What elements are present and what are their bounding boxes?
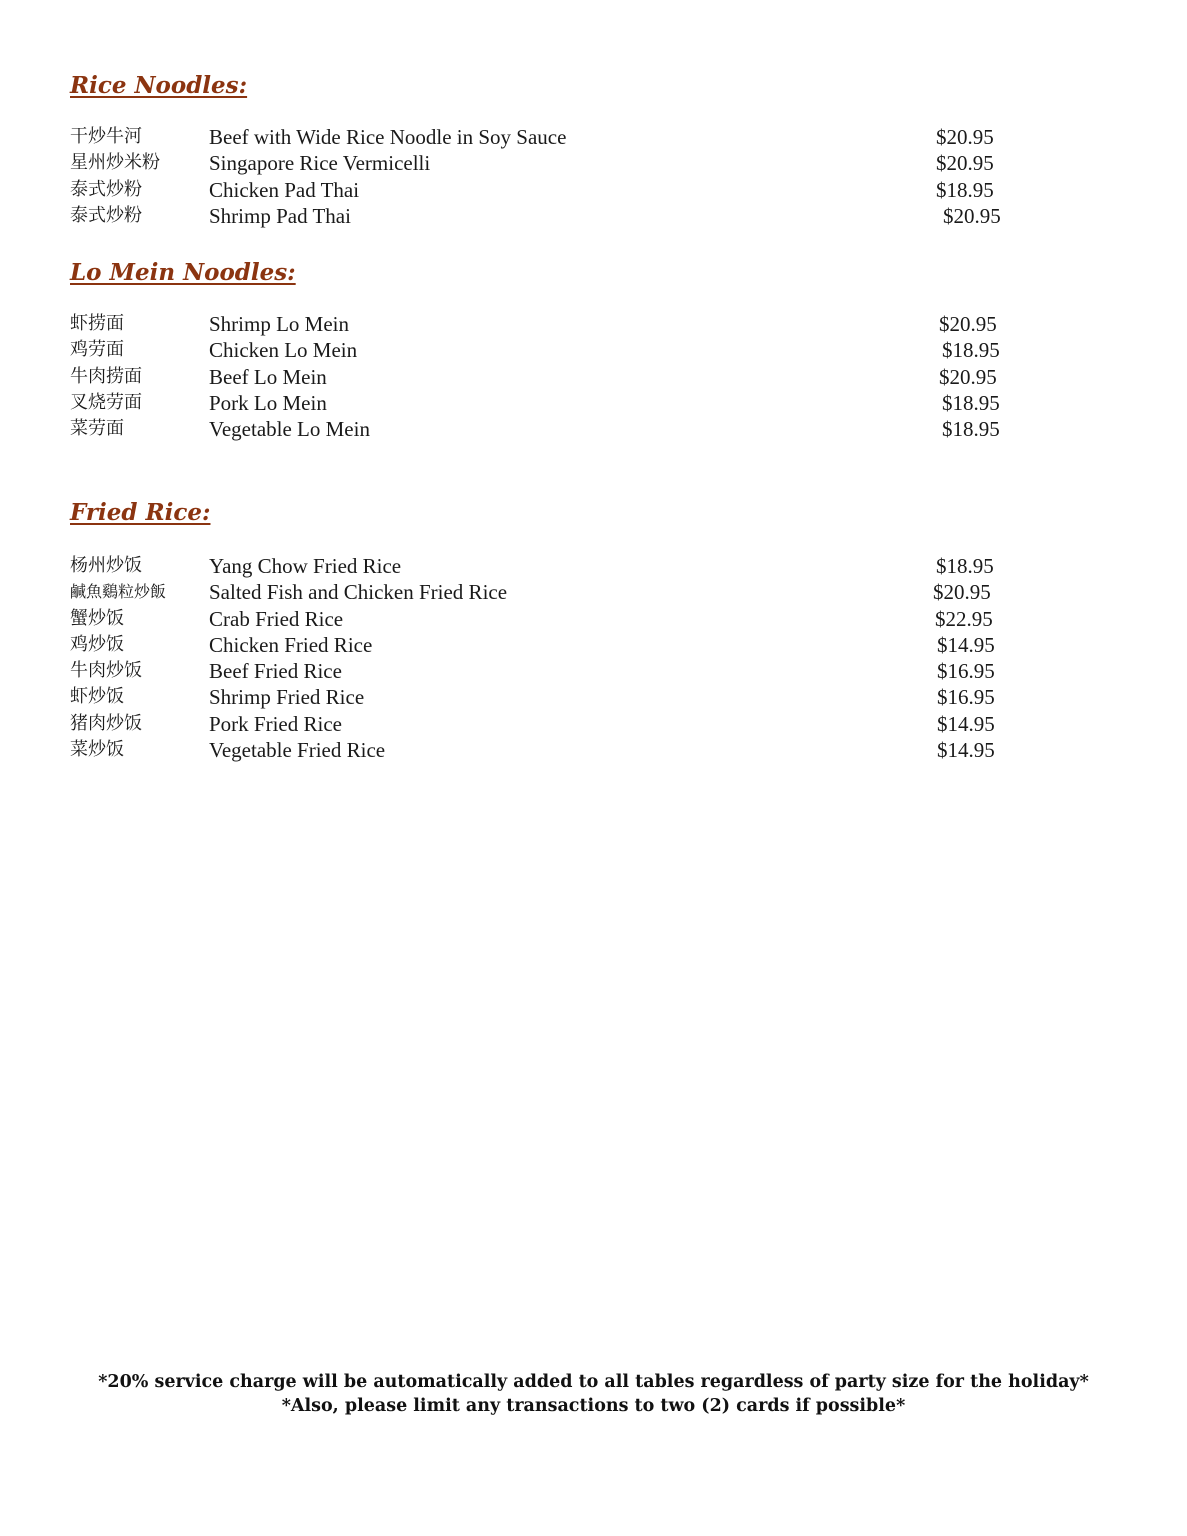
menu-item: [70, 658, 1030, 684]
item-english-name: Yang Chow Fried Rice: [209, 554, 402, 578]
menu-item: [70, 311, 1030, 337]
menu-item: [70, 632, 1030, 658]
item-chinese-name: 虾炒饭: [70, 686, 124, 708]
item-chinese-name: 星州炒米粉: [70, 152, 160, 174]
item-english-name: Beef Fried Rice: [209, 659, 342, 684]
item-price: $20.95: [939, 364, 997, 389]
item-english-name: Vegetable Lo Mein: [209, 417, 370, 442]
item-chinese-name: 叉烧劳面: [70, 391, 142, 413]
menu-list: [70, 553, 1030, 763]
card-limit-note: *Also, please limit any transactions to two (2) cards if possible*: [281, 1396, 906, 1416]
item-english-name: Singapore Rice Vermicelli: [209, 151, 431, 176]
item-price: $18.95: [942, 417, 1000, 442]
item-english-name: Chicken Pad Thai: [209, 177, 360, 202]
section-lo-mein-noodles: [70, 257, 1030, 442]
menu-list: [70, 311, 1030, 442]
menu-item: [70, 737, 1030, 763]
menu-item: [70, 390, 1030, 416]
item-price: $18.95: [936, 177, 994, 202]
item-price: $16.95: [937, 659, 995, 684]
item-chinese-name: 虾捞面: [70, 313, 124, 334]
item-chinese-name: 鸡炒饭: [70, 633, 124, 655]
item-price: $20.95: [943, 203, 1001, 228]
menu-item: [70, 203, 1030, 229]
item-english-name: Vegetable Fried Rice: [209, 738, 386, 763]
item-price: $20.95: [933, 580, 991, 605]
menu-item: [70, 150, 1030, 176]
item-english-name: Shrimp Pad Thai: [209, 203, 351, 228]
item-price: $22.95: [935, 606, 993, 631]
item-english-name: Shrimp Lo Mein: [209, 312, 349, 336]
item-chinese-name: 鸡劳面: [70, 339, 124, 361]
item-english-name: Pork Fried Rice: [209, 711, 342, 736]
menu-item: [70, 553, 1030, 579]
menu-item: [70, 416, 1030, 442]
item-price: $20.95: [936, 125, 994, 149]
section-fried-rice: [70, 497, 1030, 763]
menu-item: [70, 579, 1030, 605]
item-english-name: Beef with Wide Rice Noodle in Soy Sauce: [209, 125, 567, 149]
menu-item: [70, 337, 1030, 363]
menu-item: [70, 364, 1030, 390]
menu-item: [70, 124, 1030, 150]
section-rice-noodles: [70, 70, 1030, 229]
item-english-name: Chicken Lo Mein: [209, 338, 358, 363]
menu-list: [70, 124, 1030, 229]
menu-item: [70, 177, 1030, 203]
item-english-name: Salted Fish and Chicken Fried Rice: [209, 580, 508, 605]
item-price: $14.95: [937, 711, 995, 736]
footer-notes: [0, 1370, 1187, 1418]
item-english-name: Chicken Fried Rice: [209, 632, 373, 657]
item-price: $18.95: [942, 390, 1000, 415]
item-english-name: Pork Lo Mein: [209, 390, 327, 415]
item-chinese-name: 杨州炒饭: [70, 555, 142, 576]
item-chinese-name: 泰式炒粉: [70, 178, 142, 200]
item-chinese-name: 鹹魚鷄粒炒飯: [70, 582, 167, 602]
section-title: Lo Mein Noodles:: [70, 259, 296, 286]
item-chinese-name: 菜炒饭: [70, 739, 124, 761]
item-chinese-name: 牛肉炒饭: [70, 660, 142, 682]
service-charge-note: *20% service charge will be automatically added to all tables regardless of party size for the holiday*: [98, 1372, 1089, 1392]
item-chinese-name: 菜劳面: [70, 418, 124, 440]
menu-item: [70, 684, 1030, 710]
item-price: $20.95: [939, 312, 997, 336]
item-price: $18.95: [942, 338, 1000, 363]
item-english-name: Beef Lo Mein: [209, 364, 327, 389]
menu-item: [70, 606, 1030, 632]
item-price: $18.95: [936, 554, 994, 578]
section-title: Fried Rice:: [70, 499, 211, 526]
item-price: $14.95: [937, 738, 995, 763]
item-chinese-name: 泰式炒粉: [70, 204, 142, 226]
item-chinese-name: 牛肉捞面: [70, 365, 142, 387]
item-english-name: Shrimp Fried Rice: [209, 685, 365, 710]
item-price: $20.95: [936, 151, 994, 176]
item-chinese-name: 干炒牛河: [70, 126, 142, 147]
item-price: $16.95: [937, 685, 995, 710]
section-title: Rice Noodles:: [70, 72, 248, 99]
item-english-name: Crab Fried Rice: [209, 606, 344, 631]
item-chinese-name: 蟹炒饭: [70, 607, 124, 629]
item-price: $14.95: [937, 632, 995, 657]
item-chinese-name: 猪肉炒饭: [70, 712, 142, 734]
menu-item: [70, 711, 1030, 737]
